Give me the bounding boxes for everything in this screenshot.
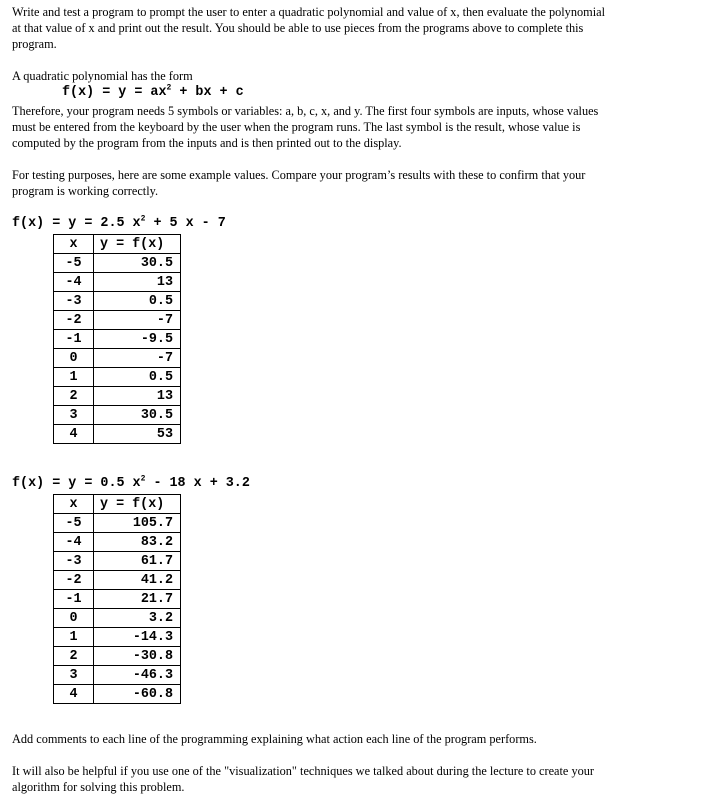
table-row (54, 571, 181, 590)
y-cell: 13 (94, 387, 181, 406)
column-header-y: y = f(x) (94, 235, 181, 254)
table-row (54, 273, 181, 292)
example2-table (53, 494, 181, 704)
table-row (54, 609, 181, 628)
y-cell: 21.7 (94, 590, 181, 609)
visualization-note (12, 763, 662, 795)
table-row (54, 387, 181, 406)
example2-formula-lhs: f(x) (12, 476, 45, 491)
x-cell: 3 (54, 666, 94, 685)
testing-paragraph (12, 167, 662, 199)
intro-line: Write and test a program to prompt the user to enter a quadratic polynomial and value of x, then evaluate the polynomial (12, 5, 605, 19)
y-cell: -30.8 (94, 647, 181, 666)
y-cell: -46.3 (94, 666, 181, 685)
x-cell: 0 (54, 609, 94, 628)
x-cell: 2 (54, 647, 94, 666)
example1-table (53, 234, 181, 444)
column-header-y: y = f(x) (94, 495, 181, 514)
y-cell: 105.7 (94, 514, 181, 533)
table-row (54, 406, 181, 425)
comments-note-text: Add comments to each line of the programming explaining what action each line of the program performs. (12, 732, 537, 746)
x-cell: -5 (54, 254, 94, 273)
table-row (54, 330, 181, 349)
table-row (54, 552, 181, 571)
y-cell: 13 (94, 273, 181, 292)
table-row (54, 647, 181, 666)
example1-formula (12, 216, 226, 232)
general-formula-b: + bx + c (171, 85, 244, 100)
x-cell: 0 (54, 349, 94, 368)
explanation-paragraph (12, 103, 662, 151)
y-cell: 41.2 (94, 571, 181, 590)
example2-formula-rest: - 18 x + 3.2 (145, 476, 250, 491)
x-cell: -4 (54, 533, 94, 552)
general-formula (62, 85, 244, 101)
table-row (54, 685, 181, 704)
x-cell: 1 (54, 368, 94, 387)
column-header-x: x (54, 235, 94, 254)
y-cell: 30.5 (94, 254, 181, 273)
x-cell: -1 (54, 330, 94, 349)
column-header-x: x (54, 495, 94, 514)
testing-line: program is working correctly. (12, 184, 159, 198)
table-header-row (54, 495, 181, 514)
table-row (54, 425, 181, 444)
x-cell: -3 (54, 552, 94, 571)
form-label-text: A quadratic polynomial has the form (12, 69, 193, 83)
general-formula-lhs: f(x) (62, 85, 95, 100)
testing-line: For testing purposes, here are some example values. Compare your program’s results with these to confirm that your (12, 168, 586, 182)
y-cell: 0.5 (94, 292, 181, 311)
y-cell: -60.8 (94, 685, 181, 704)
table-row (54, 628, 181, 647)
general-formula-a: ax (150, 85, 167, 100)
y-cell: 53 (94, 425, 181, 444)
visualization-line: It will also be helpful if you use one of the "visualization" techniques we talked about during the lecture to create your (12, 764, 595, 778)
table-row (54, 666, 181, 685)
table-row (54, 533, 181, 552)
table-header-row (54, 235, 181, 254)
y-cell: 0.5 (94, 368, 181, 387)
example2-formula (12, 476, 250, 492)
comments-note (12, 731, 662, 747)
x-cell: -1 (54, 590, 94, 609)
x-cell: -2 (54, 311, 94, 330)
table-row (54, 514, 181, 533)
y-cell: -7 (94, 349, 181, 368)
explanation-line: Therefore, your program needs 5 symbols or variables: a, b, c, x, and y. The first four symbols are inputs, whose values (12, 104, 599, 118)
x-cell: 2 (54, 387, 94, 406)
x-cell: -5 (54, 514, 94, 533)
example1-formula-eq: = y = 2.5 x (44, 216, 141, 231)
x-cell: -3 (54, 292, 94, 311)
x-cell: 4 (54, 685, 94, 704)
table-row (54, 349, 181, 368)
y-cell: 30.5 (94, 406, 181, 425)
intro-paragraph (12, 4, 662, 52)
x-cell: 3 (54, 406, 94, 425)
y-cell: 3.2 (94, 609, 181, 628)
general-formula-exponent: 2 (166, 83, 172, 93)
example1-formula-lhs: f(x) (12, 216, 45, 231)
y-cell: 61.7 (94, 552, 181, 571)
table-row (54, 590, 181, 609)
example2-formula-exponent: 2 (140, 474, 146, 484)
x-cell: -4 (54, 273, 94, 292)
explanation-line: must be entered from the keyboard by the user when the program runs. The last symbol is the result, whose value is (12, 120, 581, 134)
intro-line: program. (12, 37, 57, 51)
x-cell: -2 (54, 571, 94, 590)
table-row (54, 368, 181, 387)
y-cell: -9.5 (94, 330, 181, 349)
table-row (54, 311, 181, 330)
example1-formula-exponent: 2 (140, 214, 146, 224)
visualization-line: algorithm for solving this problem. (12, 780, 185, 794)
intro-line: at that value of x and print out the result. You should be able to use pieces from the programs above to complete this (12, 21, 584, 35)
y-cell: 83.2 (94, 533, 181, 552)
general-formula-eq: = y = (102, 85, 151, 100)
form-label (12, 68, 662, 84)
y-cell: -7 (94, 311, 181, 330)
y-cell: -14.3 (94, 628, 181, 647)
table-row (54, 292, 181, 311)
x-cell: 1 (54, 628, 94, 647)
example2-formula-eq: = y = 0.5 x (44, 476, 141, 491)
x-cell: 4 (54, 425, 94, 444)
explanation-line: computed by the program from the inputs and is then printed out to the display. (12, 136, 402, 150)
table-row (54, 254, 181, 273)
example1-formula-rest: + 5 x - 7 (145, 216, 226, 231)
